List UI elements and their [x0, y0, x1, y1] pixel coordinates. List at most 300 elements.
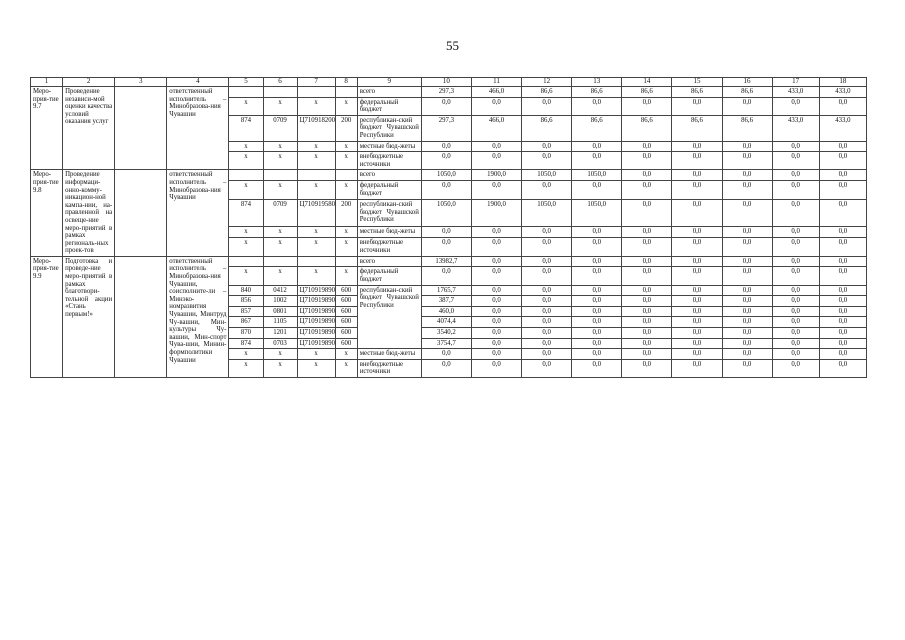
value-cell: 0,0: [522, 181, 572, 200]
value-cell: 86,6: [522, 115, 572, 141]
value-cell: 0,0: [421, 141, 471, 152]
table-row: [31, 256, 867, 267]
value-cell: 0,0: [421, 181, 471, 200]
value-cell: 0,0: [522, 237, 572, 256]
value-cell: 0,0: [722, 306, 772, 317]
value-cell: 0,0: [572, 256, 622, 267]
code-cell: [263, 256, 297, 267]
code-cell: 1201: [263, 328, 297, 339]
value-cell: 0,0: [471, 306, 521, 317]
value-cell: 0,0: [772, 181, 819, 200]
funding-source: местные бюд-жеты: [357, 141, 421, 152]
value-cell: 0,0: [471, 97, 521, 115]
value-cell: 0,0: [819, 141, 866, 152]
value-cell: 3540,2: [421, 328, 471, 339]
funding-source: федеральный бюджет: [357, 181, 421, 200]
code-cell: x: [335, 349, 357, 360]
code-cell: x: [297, 349, 335, 360]
value-cell: 1900,0: [471, 170, 521, 181]
value-cell: 0,0: [722, 317, 772, 328]
value-cell: 0,0: [819, 349, 866, 360]
value-cell: 466,0: [471, 115, 521, 141]
value-cell: 86,6: [622, 87, 672, 98]
value-cell: 86,6: [722, 87, 772, 98]
value-cell: 0,0: [471, 226, 521, 237]
code-cell: 200: [335, 115, 357, 141]
code-cell: x: [263, 141, 297, 152]
funding-source: всего: [357, 170, 421, 181]
code-cell: x: [229, 97, 263, 115]
value-cell: 0,0: [572, 306, 622, 317]
value-cell: 0,0: [622, 359, 672, 377]
code-cell: x: [297, 267, 335, 285]
code-cell: x: [263, 349, 297, 360]
value-cell: 3754,7: [421, 338, 471, 349]
value-cell: 433,0: [772, 87, 819, 98]
value-cell: 0,0: [522, 317, 572, 328]
value-cell: 0,0: [572, 237, 622, 256]
code-cell: x: [297, 359, 335, 377]
code-cell: 870: [229, 328, 263, 339]
header-row: [31, 78, 867, 87]
value-cell: 1050,0: [522, 200, 572, 227]
value-cell: 0,0: [572, 328, 622, 339]
page-number: 55: [446, 38, 459, 53]
value-cell: 0,0: [471, 338, 521, 349]
code-cell: 600: [335, 306, 357, 317]
code-cell: x: [335, 237, 357, 256]
value-cell: 433,0: [772, 115, 819, 141]
value-cell: 0,0: [622, 200, 672, 227]
value-cell: 0,0: [672, 359, 722, 377]
code-cell: x: [263, 267, 297, 285]
value-cell: 0,0: [722, 152, 772, 170]
code-cell: x: [335, 97, 357, 115]
value-cell: 0,0: [819, 317, 866, 328]
value-cell: 0,0: [622, 267, 672, 285]
value-cell: 0,0: [622, 296, 672, 307]
code-cell: [335, 256, 357, 267]
code-cell: x: [335, 141, 357, 152]
column-header: 15: [672, 78, 722, 87]
code-cell: x: [297, 97, 335, 115]
column-header: 10: [421, 78, 471, 87]
value-cell: 297,3: [421, 115, 471, 141]
value-cell: 86,6: [722, 115, 772, 141]
value-cell: 0,0: [772, 200, 819, 227]
value-cell: 0,0: [522, 256, 572, 267]
budget-table: [30, 77, 867, 378]
code-cell: x: [297, 152, 335, 170]
code-cell: [229, 87, 263, 98]
code-cell: x: [263, 181, 297, 200]
value-cell: 0,0: [572, 285, 622, 296]
value-cell: 0,0: [722, 141, 772, 152]
value-cell: 0,0: [572, 141, 622, 152]
value-cell: 86,6: [572, 115, 622, 141]
value-cell: 0,0: [471, 328, 521, 339]
value-cell: 0,0: [672, 306, 722, 317]
value-cell: 0,0: [622, 338, 672, 349]
code-cell: 0703: [263, 338, 297, 349]
code-cell: Ц710919890: [297, 338, 335, 349]
funding-source: внебюджетные источники: [357, 152, 421, 170]
column-header: 9: [357, 78, 421, 87]
value-cell: 1900,0: [471, 200, 521, 227]
value-cell: 0,0: [819, 328, 866, 339]
value-cell: 0,0: [672, 256, 722, 267]
value-cell: 1050,0: [522, 170, 572, 181]
value-cell: 0,0: [722, 267, 772, 285]
table-row: [31, 170, 867, 181]
value-cell: 0,0: [622, 317, 672, 328]
code-cell: 600: [335, 285, 357, 296]
value-cell: 0,0: [421, 97, 471, 115]
value-cell: 0,0: [471, 349, 521, 360]
value-cell: 0,0: [819, 256, 866, 267]
value-cell: 1765,7: [421, 285, 471, 296]
value-cell: 0,0: [522, 97, 572, 115]
value-cell: 0,0: [572, 226, 622, 237]
code-cell: [335, 87, 357, 98]
column-header: 16: [722, 78, 772, 87]
value-cell: 0,0: [772, 306, 819, 317]
value-cell: 0,0: [672, 349, 722, 360]
code-cell: x: [297, 181, 335, 200]
code-cell: [263, 170, 297, 181]
code-cell: Ц710919890: [297, 328, 335, 339]
value-cell: 0,0: [522, 296, 572, 307]
value-cell: 0,0: [819, 97, 866, 115]
value-cell: 0,0: [772, 237, 819, 256]
code-cell: 0709: [263, 115, 297, 141]
code-cell: Ц710919890: [297, 317, 335, 328]
code-cell: Ц710919890: [297, 306, 335, 317]
code-cell: [297, 170, 335, 181]
value-cell: 0,0: [819, 237, 866, 256]
value-cell: 0,0: [772, 226, 819, 237]
code-cell: [229, 170, 263, 181]
value-cell: 0,0: [819, 170, 866, 181]
value-cell: 0,0: [622, 181, 672, 200]
value-cell: 0,0: [672, 152, 722, 170]
column-header: 3: [115, 78, 167, 87]
funding-source: республикан-ский бюджет Чувашской Республики: [357, 285, 421, 349]
value-cell: 0,0: [522, 359, 572, 377]
value-cell: 1050,0: [421, 170, 471, 181]
code-cell: 874: [229, 115, 263, 141]
code-cell: 0412: [263, 285, 297, 296]
funding-source: местные бюд-жеты: [357, 349, 421, 360]
value-cell: 0,0: [819, 306, 866, 317]
value-cell: 0,0: [672, 226, 722, 237]
value-cell: 0,0: [672, 285, 722, 296]
code-cell: 0801: [263, 306, 297, 317]
value-cell: 0,0: [819, 285, 866, 296]
event-name: Проведение информаци-онно-комму-никацион-ной кампа-нии, на-правленной на освеще-ние меро-приятий в рамках региональ-ных проек-тов: [63, 170, 115, 257]
value-cell: 13982,7: [421, 256, 471, 267]
value-cell: 0,0: [471, 256, 521, 267]
funding-source: внебюджетные источники: [357, 237, 421, 256]
value-cell: 4074,4: [421, 317, 471, 328]
code-cell: Ц710919890: [297, 285, 335, 296]
value-cell: 1050,0: [421, 200, 471, 227]
value-cell: 433,0: [819, 87, 866, 98]
code-cell: 856: [229, 296, 263, 307]
event-id: Меро-прия-тие 9.9: [31, 256, 63, 377]
code-cell: 0709: [263, 200, 297, 227]
value-cell: 0,0: [772, 359, 819, 377]
code-cell: [263, 87, 297, 98]
code-cell: x: [297, 141, 335, 152]
code-cell: 840: [229, 285, 263, 296]
value-cell: 0,0: [421, 226, 471, 237]
column-header: 1: [31, 78, 63, 87]
column-header: 7: [297, 78, 335, 87]
value-cell: 0,0: [471, 296, 521, 307]
code-cell: x: [263, 237, 297, 256]
value-cell: 0,0: [471, 152, 521, 170]
value-cell: 460,0: [421, 306, 471, 317]
value-cell: 0,0: [471, 141, 521, 152]
value-cell: 297,3: [421, 87, 471, 98]
column-header: 13: [572, 78, 622, 87]
value-cell: 0,0: [622, 349, 672, 360]
code-cell: x: [263, 359, 297, 377]
code-cell: 600: [335, 338, 357, 349]
code-cell: x: [263, 152, 297, 170]
value-cell: 0,0: [722, 226, 772, 237]
code-cell: x: [335, 359, 357, 377]
code-cell: x: [263, 97, 297, 115]
value-cell: 0,0: [772, 97, 819, 115]
value-cell: 86,6: [672, 87, 722, 98]
value-cell: 0,0: [772, 141, 819, 152]
value-cell: 0,0: [772, 285, 819, 296]
code-cell: 867: [229, 317, 263, 328]
value-cell: 0,0: [421, 152, 471, 170]
event-executor: ответственный исполнитель – Минобразова-ния Чувашии: [167, 170, 229, 257]
value-cell: 0,0: [522, 141, 572, 152]
empty-cell: [115, 256, 167, 377]
column-header: 4: [167, 78, 229, 87]
value-cell: 0,0: [672, 296, 722, 307]
value-cell: 0,0: [572, 317, 622, 328]
value-cell: 0,0: [722, 237, 772, 256]
value-cell: 86,6: [522, 87, 572, 98]
code-cell: [297, 87, 335, 98]
value-cell: 86,6: [622, 115, 672, 141]
value-cell: 0,0: [522, 338, 572, 349]
value-cell: 0,0: [622, 141, 672, 152]
value-cell: 0,0: [772, 267, 819, 285]
value-cell: 0,0: [522, 152, 572, 170]
code-cell: 600: [335, 328, 357, 339]
event-executor: ответственный исполнитель – Минобразова-ния Чувашии: [167, 87, 229, 170]
value-cell: 0,0: [672, 317, 722, 328]
code-cell: x: [229, 181, 263, 200]
code-cell: 857: [229, 306, 263, 317]
code-cell: 874: [229, 338, 263, 349]
event-id: Меро-прия-тие 9.8: [31, 170, 63, 257]
code-cell: x: [297, 226, 335, 237]
event-id: Меро-прия-тие 9.7: [31, 87, 63, 170]
value-cell: 0,0: [622, 152, 672, 170]
event-name: Подготовка и проведе-ние меро-приятий в рамках благотвори-тельной акции «Стань первым!»: [63, 256, 115, 377]
funding-source: федеральный бюджет: [357, 97, 421, 115]
value-cell: 0,0: [471, 359, 521, 377]
code-cell: x: [263, 226, 297, 237]
code-cell: x: [229, 141, 263, 152]
value-cell: 0,0: [471, 285, 521, 296]
value-cell: 433,0: [819, 115, 866, 141]
column-header: 14: [622, 78, 672, 87]
value-cell: 0,0: [522, 306, 572, 317]
code-cell: x: [229, 237, 263, 256]
column-header: 8: [335, 78, 357, 87]
value-cell: 0,0: [772, 317, 819, 328]
value-cell: 0,0: [722, 181, 772, 200]
table-row: [31, 87, 867, 98]
value-cell: 0,0: [672, 328, 722, 339]
value-cell: 0,0: [722, 296, 772, 307]
code-cell: x: [229, 349, 263, 360]
value-cell: 1050,0: [572, 200, 622, 227]
column-header: 2: [63, 78, 115, 87]
value-cell: 466,0: [471, 87, 521, 98]
value-cell: 86,6: [572, 87, 622, 98]
column-header: 17: [772, 78, 819, 87]
value-cell: 0,0: [471, 267, 521, 285]
value-cell: 0,0: [421, 267, 471, 285]
column-header: 5: [229, 78, 263, 87]
value-cell: 0,0: [819, 267, 866, 285]
value-cell: 0,0: [421, 359, 471, 377]
code-cell: 200: [335, 200, 357, 227]
code-cell: [335, 170, 357, 181]
code-cell: x: [335, 226, 357, 237]
value-cell: 0,0: [722, 256, 772, 267]
value-cell: 0,0: [572, 181, 622, 200]
value-cell: 0,0: [522, 328, 572, 339]
code-cell: 874: [229, 200, 263, 227]
funding-source: федеральный бюджет: [357, 267, 421, 285]
value-cell: 0,0: [819, 338, 866, 349]
funding-source: республикан-ский бюджет Чувашской Республики: [357, 115, 421, 141]
code-cell: [297, 256, 335, 267]
funding-source: местные бюд-жеты: [357, 226, 421, 237]
value-cell: 0,0: [772, 338, 819, 349]
column-header: 6: [263, 78, 297, 87]
value-cell: 0,0: [772, 256, 819, 267]
value-cell: 0,0: [572, 296, 622, 307]
value-cell: 0,0: [672, 338, 722, 349]
value-cell: 0,0: [522, 349, 572, 360]
code-cell: x: [335, 181, 357, 200]
value-cell: 0,0: [819, 296, 866, 307]
value-cell: 0,0: [622, 306, 672, 317]
code-cell: Ц710919890: [297, 296, 335, 307]
funding-source: республикан-ский бюджет Чувашской Республики: [357, 200, 421, 227]
value-cell: 0,0: [772, 170, 819, 181]
code-cell: 1002: [263, 296, 297, 307]
value-cell: 0,0: [471, 181, 521, 200]
event-name: Проведение независи-мой оценки качества условий оказания услуг: [63, 87, 115, 170]
code-cell: x: [229, 152, 263, 170]
value-cell: 0,0: [572, 349, 622, 360]
code-cell: 600: [335, 296, 357, 307]
value-cell: 0,0: [572, 97, 622, 115]
value-cell: 0,0: [522, 285, 572, 296]
value-cell: 0,0: [572, 267, 622, 285]
value-cell: 0,0: [572, 152, 622, 170]
value-cell: 86,6: [672, 115, 722, 141]
value-cell: 0,0: [722, 200, 772, 227]
funding-source: всего: [357, 87, 421, 98]
column-header: 11: [471, 78, 521, 87]
code-cell: x: [229, 359, 263, 377]
column-header: 12: [522, 78, 572, 87]
code-cell: Ц710919580: [297, 200, 335, 227]
value-cell: 0,0: [622, 285, 672, 296]
value-cell: 0,0: [672, 200, 722, 227]
value-cell: 0,0: [622, 170, 672, 181]
value-cell: 0,0: [672, 267, 722, 285]
value-cell: 0,0: [772, 349, 819, 360]
value-cell: 0,0: [522, 267, 572, 285]
value-cell: 0,0: [622, 237, 672, 256]
value-cell: 0,0: [819, 226, 866, 237]
code-cell: x: [229, 226, 263, 237]
code-cell: x: [297, 237, 335, 256]
value-cell: 0,0: [722, 338, 772, 349]
value-cell: 0,0: [819, 359, 866, 377]
value-cell: 0,0: [819, 181, 866, 200]
value-cell: 0,0: [421, 237, 471, 256]
funding-source: всего: [357, 256, 421, 267]
value-cell: 0,0: [722, 349, 772, 360]
value-cell: 0,0: [722, 170, 772, 181]
column-header: 18: [819, 78, 866, 87]
value-cell: 0,0: [421, 349, 471, 360]
value-cell: 0,0: [722, 97, 772, 115]
value-cell: 0,0: [722, 359, 772, 377]
code-cell: 1105: [263, 317, 297, 328]
value-cell: 387,7: [421, 296, 471, 307]
empty-cell: [115, 87, 167, 170]
event-executor: ответственный исполнитель – Минобразова-ния Чувашии, соисполните-ли – Минэко-номразвития Чувашии, Минтруд Чу-вашии, Мин-культуры Чу-вашии, Мин-спорт Чува-шии, Минин-формполитики Чувашии: [167, 256, 229, 377]
value-cell: 0,0: [622, 256, 672, 267]
value-cell: 0,0: [722, 328, 772, 339]
empty-cell: [115, 170, 167, 257]
value-cell: 0,0: [772, 152, 819, 170]
value-cell: 0,0: [672, 237, 722, 256]
value-cell: 0,0: [572, 338, 622, 349]
value-cell: 1050,0: [572, 170, 622, 181]
value-cell: 0,0: [819, 152, 866, 170]
value-cell: 0,0: [572, 359, 622, 377]
code-cell: [229, 256, 263, 267]
code-cell: 600: [335, 317, 357, 328]
value-cell: 0,0: [672, 181, 722, 200]
value-cell: 0,0: [622, 328, 672, 339]
value-cell: 0,0: [772, 296, 819, 307]
value-cell: 0,0: [622, 97, 672, 115]
value-cell: 0,0: [772, 328, 819, 339]
value-cell: 0,0: [672, 170, 722, 181]
value-cell: 0,0: [722, 285, 772, 296]
value-cell: 0,0: [471, 317, 521, 328]
